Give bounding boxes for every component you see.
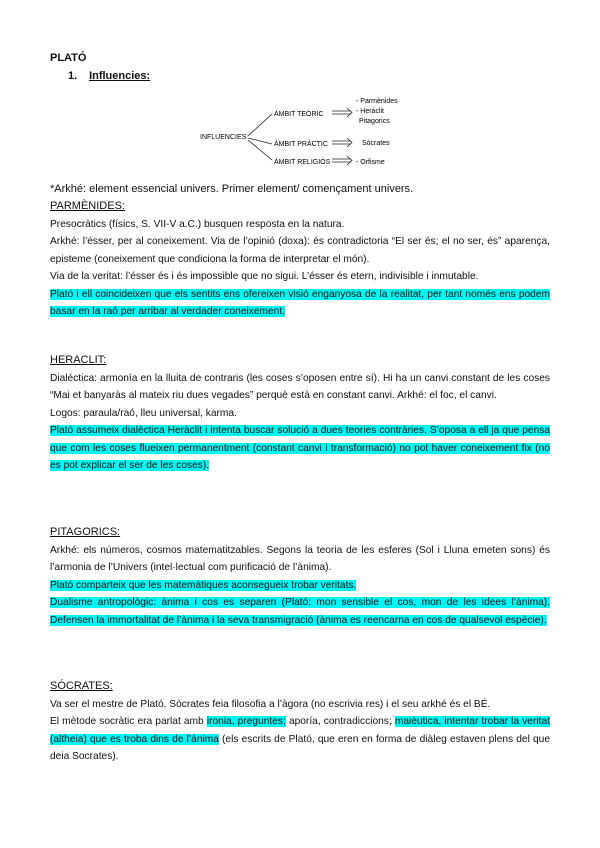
highlight: Plató assumeix dialèctica Heràclit i intenta buscar solució a dues teories contràries. S’oposa a ell ja que pensa que com les coses flueixen permanentment (constant canvi i transformació) no pot haver coneixement fix (no es pot explicar el ser de les coses). [50, 425, 550, 471]
arkhe-note: *Arkhé: element essencial univers. Primer element/ començament univers. [50, 183, 414, 195]
branch-item: - Parmènides [356, 98, 398, 105]
highlighted-paragraph [50, 286, 550, 321]
influences-diagram [190, 92, 430, 172]
highlighted-paragraph [50, 422, 550, 475]
highlight: Plató i ell coincideixen que els sentits ens ofereixen visió enganyosa de la realitat, per tant només ens podem basar en la raó per arribar al verdader coneixement. [50, 288, 550, 317]
paragraph: Arkhé: l’ésser, per al coneixement. Via de l’opinió (doxa): és contradictoria “El ser és; el no ser, és” aparença, episteme (coneixement que condiciona la forma de interpretar el món). [50, 236, 550, 265]
text-run: El mètode socràtic era parlat amb [50, 716, 207, 727]
highlight: Plató comparteix que les matemàtiques aconsegueix trobar veritats. [50, 579, 357, 591]
paragraph: Arkhé: els números, cosmos matematitzables. Segons la teoria de les esferes (Sol i Lluna emeten sons) és l’armonia de l’Univers (intel·lectual com purificació de l’ànima). [50, 544, 550, 573]
highlight: ironia, preguntes; [206, 716, 286, 727]
paragraph: Presocràtics (físics, S. VII-V a.C.) busquen resposta en la natura. [50, 218, 345, 230]
text-run: (els escrits de Plató, que eren en forma de diàleg estaven plens del que deia Socrates). [50, 733, 550, 762]
paragraph: Via de la veritat: l’ésser és i és impossible que no sigui. L’ésser és etern, indivisible i inmutable. [50, 271, 479, 282]
section-pitagorics [50, 524, 550, 629]
arrow-icon [332, 108, 352, 117]
section-title: Influencies: [89, 70, 151, 82]
branch-item: - Orfisme [356, 159, 385, 166]
section-heading-socrates: SÓCRATES: [50, 680, 113, 692]
highlight: maièutica, intentar trobar la veritat (altheia) que es troba dins de l’ànima [50, 716, 550, 745]
paragraph: Logos: paraula/raó, lleu universal, karma. [50, 407, 237, 419]
branch-item: - Heràclit [356, 108, 385, 115]
highlighted-paragraph [50, 594, 550, 629]
highlighted-paragraph [50, 577, 550, 595]
branch-item: Pitagorics [359, 118, 390, 125]
paragraph: Dialéctica: armonía en la lluita de contraris (les coses s’oposen entre sí). Hi ha un canvi constant de les coses “Mai et banyaràs al mateix riu dues vegades” perquè està en constant canvi. Arkhé: el foc, el canvi. [50, 372, 550, 401]
section-heraclit [50, 352, 550, 475]
paragraph [50, 713, 550, 766]
text-run: aporía, contradiccions; [285, 716, 395, 727]
highlight: Dualisme antropològic: ànima i cos es separen (Plató: mon sensible el cos, mon de les idees l’ànima). Defensen la immortalitat de l’ànima i la seva transmigració (ànima es reencarna en cos de qualsevol espècie). [50, 597, 550, 626]
section-number: 1. [68, 70, 78, 82]
arrow-icon [332, 156, 352, 165]
diagram-center-label: INFLUENCIES [200, 134, 247, 141]
branch-label-practic: ÀMBIT PRÀCTIC [274, 141, 328, 148]
section-heading-heraclit: HERACLIT: [50, 354, 107, 366]
section-socrates [50, 678, 550, 766]
section-heading [68, 70, 150, 82]
branch-label-teoric: ÀMBIT TEÒRIC [274, 111, 324, 118]
section-heading-pitagorics: PITAGORICS: [50, 526, 121, 538]
arrow-icon [332, 138, 352, 147]
branch-item: Sòcrates [362, 140, 390, 147]
paragraph: Va ser el mestre de Plató. Sòcrates feia filosofia a l’àgora (no escrivia res) i el seu arkhé és el BÉ. [50, 698, 491, 710]
section-heading-parmenides: PARMÈNIDES: [50, 200, 125, 212]
page-title: PLATÓ [50, 52, 87, 64]
section-parmenides [50, 198, 550, 321]
branch-label-religios: ÀMBIT RELIGIÓS [274, 159, 331, 166]
connector-line [248, 114, 272, 136]
